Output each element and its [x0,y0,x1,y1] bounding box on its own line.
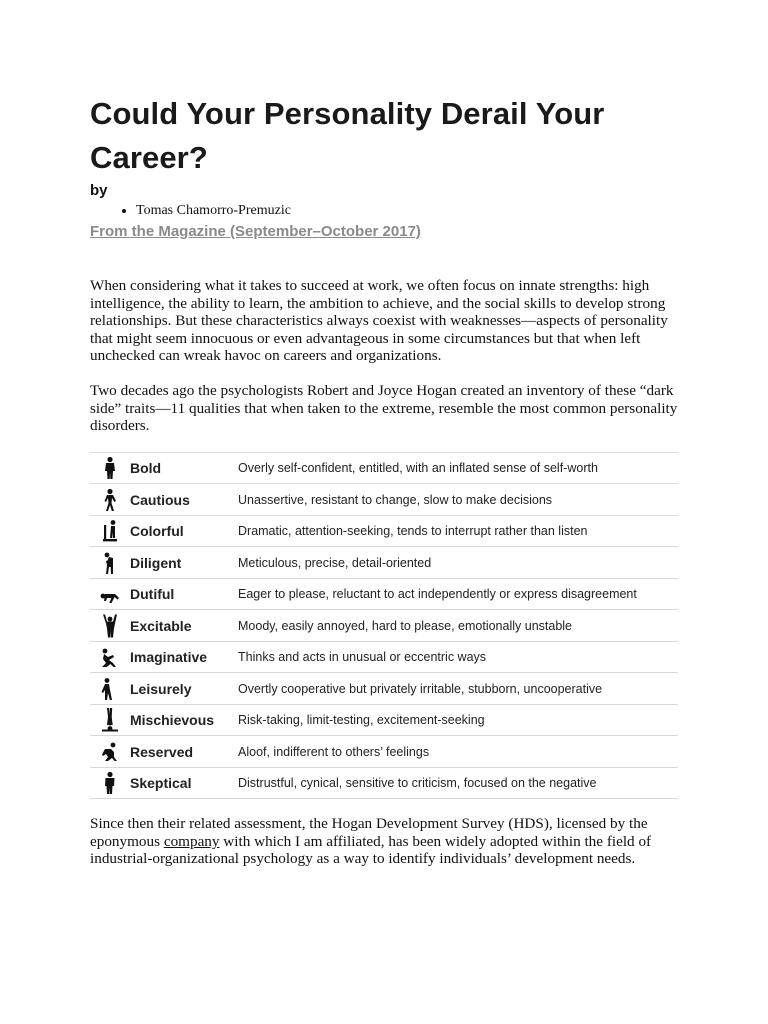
trait-description: Dramatic, attention-seeking, tends to interrupt rather than listen [238,524,588,538]
trait-description: Overly self-confident, entitled, with an inflated sense of self-worth [238,461,598,475]
trait-name: Excitable [130,617,192,634]
paragraph-3 [90,815,680,868]
trait-name: Skeptical [130,775,192,791]
figure-bending-icon [90,548,130,578]
figure-posing-icon [90,516,130,546]
author-name: • Tomas Chamorro-Premuzic [136,202,680,220]
trait-description: Thinks and acts in unusual or eccentric ways [238,650,487,664]
figure-standing-proud-icon [90,453,130,483]
article-title: Could Your Personality Derail Your Career? [90,96,605,175]
trait-description: Aloof, indifferent to others’ feelings [238,744,430,759]
trait-row-diligent [90,547,678,579]
trait-name: Imaginative [130,649,208,665]
paragraph-3-text-start: Since then their related assessment, the Hogan Development Survey (HDS), licensed by the eponymous [90,815,648,850]
trait-description: Unassertive, resistant to change, slow to make decisions [238,492,553,507]
trait-name: Cautious [130,491,190,508]
paragraph-3-text-end: with which I am affiliated, has been widely adopted within the field of industrial-organizational psychology as a way to identify individuals’ development needs. [90,832,652,868]
paragraph-1: When considering what it takes to succeed at work, we often focus on innate strengths: high intelligence, the ability to learn, the ambition to achieve, and the social skills to develop strong relationships. But these characteristics always coexist with weaknesses—aspects of personality that might seem innocuous or even advantageous in some circumstances but that when left unchecked can wreak havoc on careers and organizations. [90,277,668,365]
author-list [90,202,680,220]
trait-row-leisurely [90,673,678,705]
trait-name: Reserved [130,743,194,760]
trait-name: Diligent [130,554,182,571]
figure-sitting-icon [90,642,130,672]
trait-row-skeptical [90,768,678,800]
trait-row-dutiful [90,579,678,611]
trait-row-mischievous [90,705,678,737]
trait-row-imaginative [90,642,678,674]
trait-row-bold [90,453,678,485]
trait-name: Dutiful [130,586,175,602]
trait-name: Colorful [130,523,184,539]
trait-description: Distrustful, cynical, sensitive to criticism, focused on the negative [238,776,597,790]
trait-row-colorful [90,516,678,548]
figure-arms-crossed-icon [90,768,130,798]
trait-description: Moody, easily annoyed, hard to please, emotionally unstable [238,618,573,633]
figure-arms-raised-icon [90,611,130,641]
figure-handstand-icon [90,705,130,735]
dark-side-traits-table [90,452,678,800]
trait-description: Meticulous, precise, detail-oriented [238,555,432,570]
trait-description: Eager to please, reluctant to act independently or express disagreement [238,587,637,601]
trait-name: Bold [130,460,162,476]
trait-row-reserved [90,736,678,768]
trait-name: Mischievous [130,712,215,728]
article-body [90,92,680,868]
figure-leaning-icon [90,674,130,704]
byline-label: by [90,182,108,199]
figure-crouching-icon [90,737,130,767]
trait-name: Leisurely [130,680,192,697]
trait-row-cautious [90,484,678,516]
trait-description: Overtly cooperative but privately irritable, stubborn, uncooperative [238,681,603,696]
trait-row-excitable [90,610,678,642]
paragraph-2: Two decades ago the psychologists Robert and Joyce Hogan created an inventory of these “dark side” traits—11 qualities that when taken to the extreme, resemble the most common personality disorders. [90,381,678,435]
magazine-issue-link[interactable]: From the Magazine (September–October 2017) [90,223,421,240]
company-link[interactable]: company [163,832,220,850]
trait-description: Risk-taking, limit-testing, excitement-seeking [238,713,485,727]
figure-walking-cautious-icon [90,485,130,515]
figure-bowing-icon [90,579,130,609]
